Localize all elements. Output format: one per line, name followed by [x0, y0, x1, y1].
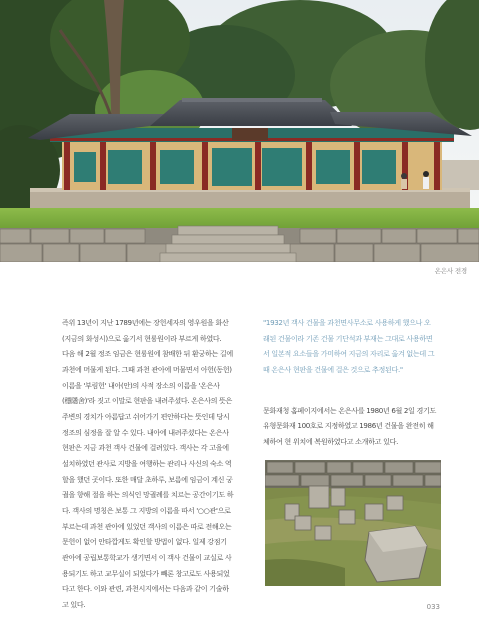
text-line: (지금의 화성시)으로 옮기서 현륭원이라 부르게 하였다. [62, 333, 222, 343]
house-photo-icon [0, 0, 479, 262]
text-line: 다. 객사의 명칭은 보통 그 지방의 이름을 따서 '○○관'으로 [62, 505, 231, 515]
photo-caption: 온은사 전경 [434, 267, 467, 275]
foundation-photo [265, 460, 441, 586]
text-line: 정조의 심정을 잘 알 수 있다. 내아에 내려주셨다는 온은사 [62, 427, 229, 437]
page-number: 033 [426, 603, 440, 611]
text-line: 설치하였던 관사로 지방을 여행하는 관리나 사신의 숙소 역 [62, 458, 232, 468]
quote-line: "1932년 객사 건물을 과천면사무소로 사용하게 했으나 오 [263, 318, 431, 327]
stone-foundations-photo-icon [265, 460, 441, 586]
text-line: 즉위 13년이 지난 1789년에는 장헌세자의 영우원을 화산 [62, 318, 229, 327]
text-line: 관아에 공립보통학교가 생기면서 이 객사 건물이 교실로 사 [62, 552, 232, 562]
quote-line: 래된 건물이라 기존 건물 기단석과 부재는 그대로 사용하면 [263, 333, 433, 343]
quote-line: 때 온은사 현판을 건물에 걸은 것으로 추정된다." [263, 364, 403, 374]
hero-photo [0, 0, 479, 262]
text-line: 용되기도 하고 교무실이 되었다가 빼론 창고로도 사용되었 [62, 568, 230, 578]
text-line: 과천에 머물게 된다. 그때 과천 관아에 머물면서 아헌(동헌) [62, 364, 232, 374]
text-line: (穩隱舍)'라 짓고 이말로 현판을 내려주셨다. 온은사의 뜻은 [62, 396, 233, 406]
text-line: 할을 했던 곳이다. 또한 매달 초하루, 보름에 임금이 계신 궁 [62, 474, 233, 484]
text-line: 부르는데 과천 관아에 있었던 객사의 이름은 따로 전해오는 [62, 521, 232, 531]
quote-line: 서 일본적 요소들을 가미하여 지금의 자리로 옮겨 없는데 그 [263, 349, 435, 359]
body-paragraph [263, 403, 443, 450]
text-line: 다음 해 2월 정조 임금은 현륭원에 참배한 뒤 환궁하는 길에 [62, 349, 233, 359]
text-line: 유형문화재 100호로 지정하였고 1986년 건물을 완전히 해 [263, 421, 434, 431]
body-text-right [263, 315, 443, 450]
body-text-left [62, 315, 247, 612]
text-line: 현판은 지금 과천 객사 건물에 걸려있다. 객사는 각 고을에 [62, 443, 229, 453]
text-line: 이름을 '부림헌' 내아(안)의 사적 장소의 이름을 '온은사 [62, 380, 220, 390]
text-line: 문헌이 없어 안타깝게도 확인할 방법이 없다. 일제 강점기 [62, 537, 227, 547]
text-line: 체하여 현 위치에 복원하였다고 소개하고 있다. [263, 436, 398, 446]
body-paragraph [62, 315, 247, 612]
quote-paragraph [263, 315, 443, 378]
text-line: 주변의 경치가 아름답고 쉬어가기 편안하다는 뜻인데 당시 [62, 411, 230, 421]
text-line: 궐을 향해 절을 하는 의식인 망궐례를 치르는 공간이기도 하 [62, 490, 234, 500]
text-line: 문화재청 홈페이지에서는 온은사를 1980년 6월 2일 경기도 [263, 405, 436, 415]
text-line: 고 있다. [62, 599, 86, 609]
text-line: 다고 한다. 이와 관련, 과천시지에서는 다음과 같이 기술하 [62, 584, 229, 594]
